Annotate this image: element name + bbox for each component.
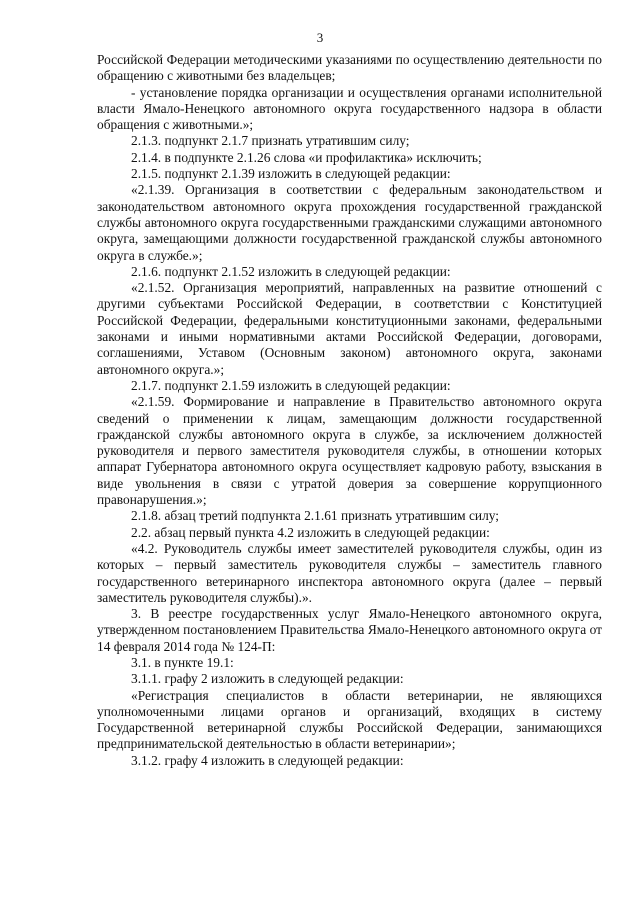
page-number: 3: [316, 30, 324, 45]
paragraph-2-1-3: 2.1.3. подпункт 2.1.7 признать утратившим силу;: [131, 133, 410, 149]
paragraph-continuation: Российской Федерации методическими указаниями по осуществлению деятельности по обращению с животными без владельцев;: [97, 52, 602, 84]
paragraph-3-1: 3.1. в пункте 19.1:: [131, 654, 234, 670]
paragraph-3-1-2: 3.1.2. графу 4 изложить в следующей редакции:: [131, 752, 404, 768]
paragraph-quote-2-1-39: «2.1.39. Организация в соответствии с федеральным законодательством и законодательством автономного округа прохождения государственной гражданской службы автономного округа государственными гражданскими служащими автономного округа, замещающими должности государственной гражданской службы автономного округа в службе.»;: [97, 182, 602, 263]
paragraph-2-1-7: 2.1.7. подпункт 2.1.59 изложить в следующей редакции:: [131, 377, 451, 393]
paragraph-3-1-1: 3.1.1. графу 2 изложить в следующей редакции:: [131, 671, 404, 687]
paragraph-quote-2-1-52: «2.1.52. Организация мероприятий, направленных на развитие отношений с другими субъектами Российской Федерации, в соответствии с Конституцией Российской Федерации, федеральными конституционными законами, федеральными законами и иными нормативными актами Российской Федерации, договорами, соглашениями, Уставом (Основным законом) автономного округа, законами автономного округа.»;: [97, 280, 602, 377]
paragraph-3: 3. В реестре государственных услуг Ямало-Ненецкого автономного округа, утвержденном постановлением Правительства Ямало-Ненецкого автономного округа от 14 февраля 2014 года № 124-П:: [97, 606, 602, 654]
paragraph-list-item: - установление порядка организации и осуществления органами исполнительной власти Ямало-Ненецкого автономного округа государственного надзора в области обращения с животными.»;: [97, 84, 602, 133]
paragraph-quote-4-2: «4.2. Руководитель службы имеет заместителей руководителя службы, один из которых – первый заместитель руководителя службы – заместитель главного государственного ветеринарного инспектора автономного округа (далее – первый заместитель руководителя службы).».: [97, 540, 602, 605]
paragraph-2-2: 2.2. абзац первый пункта 4.2 изложить в следующей редакции:: [131, 524, 490, 540]
paragraph-2-1-4: 2.1.4. в подпункте 2.1.26 слова «и профилактика» исключить;: [131, 149, 482, 165]
paragraph-2-1-6: 2.1.6. подпункт 2.1.52 изложить в следующей редакции:: [131, 263, 451, 279]
paragraph-2-1-8: 2.1.8. абзац третий подпункта 2.1.61 признать утратившим силу;: [131, 508, 499, 524]
paragraph-2-1-5: 2.1.5. подпункт 2.1.39 изложить в следующей редакции:: [131, 166, 451, 182]
paragraph-quote-2-1-59: «2.1.59. Формирование и направление в Правительство автономного округа сведений о применении к лицам, замещающим должности государственной гражданской службы автономного округа в службе, за исключением должностей руководителя и первого заместителя руководителя службы, в отношении которых аппарат Губернатора автономного округа осуществляет кадровую работу, взыскания в виде увольнения в связи с утратой доверия за совершение коррупционного правонарушения.»;: [97, 394, 602, 508]
paragraph-quote-column-2: «Регистрация специалистов в области ветеринарии, не являющихся уполномоченными лицами органов и организаций, входящих в систему Государственной ветеринарной службы Российской Федерации, занимающихся предпринимательской деятельностью в области ветеринарии»;: [97, 687, 602, 752]
document-body: [97, 52, 602, 769]
